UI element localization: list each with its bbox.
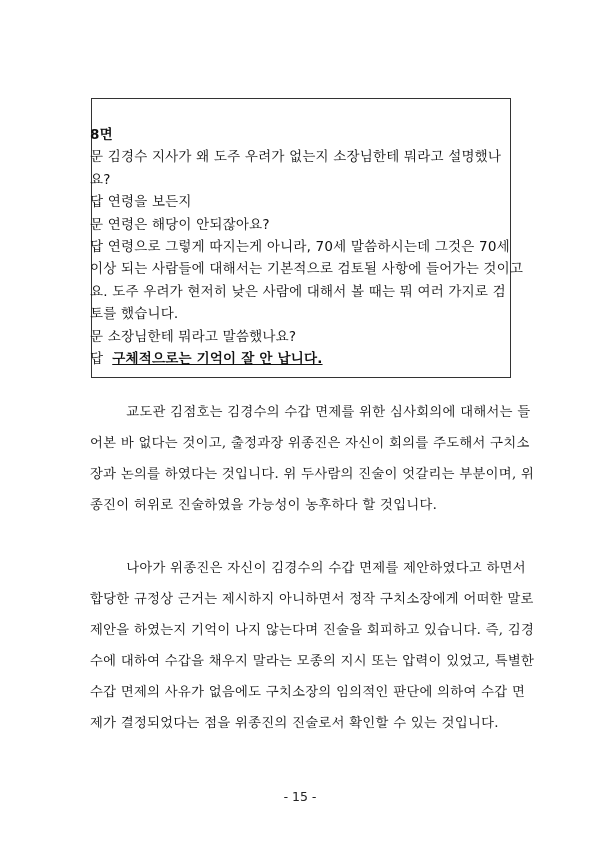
excerpt-line: 토를 했습니다. bbox=[90, 306, 179, 323]
paragraph-1 bbox=[90, 397, 535, 521]
paragraph-line: 수갑 면제의 사유가 없음에도 구치소장의 임의적인 판단에 의하여 수갑 면 bbox=[90, 685, 526, 700]
paragraph-line: 장과 논의를 하였다는 것입니다. 위 두사람의 진술이 엇갈리는 부분이며, 위 bbox=[90, 467, 535, 482]
excerpt-line: 답 연령으로 그렇게 따지는게 아니라, 70세 말씀하시는데 그것은 70세 bbox=[90, 238, 510, 255]
excerpt-heading: 8면 bbox=[90, 127, 113, 143]
excerpt-line: 문 소장님한테 뭐라고 말씀했나요? bbox=[90, 328, 297, 345]
answer-prefix: 답 bbox=[90, 350, 113, 367]
excerpt-line: 요. 도주 우려가 현저히 낮은 사람에 대해서 볼 때는 뭐 여러 가지로 검 bbox=[90, 283, 506, 300]
paragraph-line: 수에 대하여 수갑을 채우지 말라는 모종의 지시 또는 압력이 있었고, 특별한 bbox=[90, 654, 535, 669]
interview-excerpt bbox=[90, 124, 524, 370]
emphasized-answer: 구체적으로는 기억이 잘 안 납니다. bbox=[112, 350, 323, 367]
paragraph-line: 종진이 허위로 진술하였을 가능성이 농후하다 할 것입니다. bbox=[90, 498, 438, 513]
excerpt-last-line bbox=[90, 348, 520, 370]
paragraph-line: 합당한 규정상 근거는 제시하지 아니하면서 정작 구치소장에게 어떠한 말로 bbox=[90, 592, 534, 607]
excerpt-line: 요? bbox=[90, 171, 111, 188]
paragraph-line: 제안을 하였는지 기억이 나지 않는다며 진술을 회피하고 있습니다. 즉, 김경 bbox=[90, 623, 535, 638]
paragraph-line: 제가 결정되었다는 점을 위종진의 진술로서 확인할 수 있는 것입니다. bbox=[90, 716, 499, 731]
excerpt-line: 답 연령을 보든지 bbox=[90, 194, 192, 211]
paragraph-line: 나아가 위종진은 자신이 김경수의 수갑 면제를 제안하였다고 하면서 bbox=[90, 561, 526, 576]
excerpt-line: 문 연령은 해당이 안되잖아요? bbox=[90, 216, 270, 233]
excerpt-line: 문 김경수 지사가 왜 도주 우려가 없는지 소장님한테 뭐라고 설명했나 bbox=[90, 149, 502, 166]
paragraph-2 bbox=[90, 553, 535, 739]
paragraph-line: 교도관 김점호는 김경수의 수갑 면제를 위한 심사회의에 대해서는 들 bbox=[90, 405, 531, 420]
page-number: - 15 - bbox=[283, 789, 317, 804]
excerpt-line: 이상 되는 사람들에 대해서는 기본적으로 검토될 사항에 들어가는 것이고 bbox=[90, 261, 524, 278]
paragraph-line: 어본 바 없다는 것이고, 출정과장 위종진은 자신이 회의를 주도해서 구치소 bbox=[90, 436, 530, 451]
